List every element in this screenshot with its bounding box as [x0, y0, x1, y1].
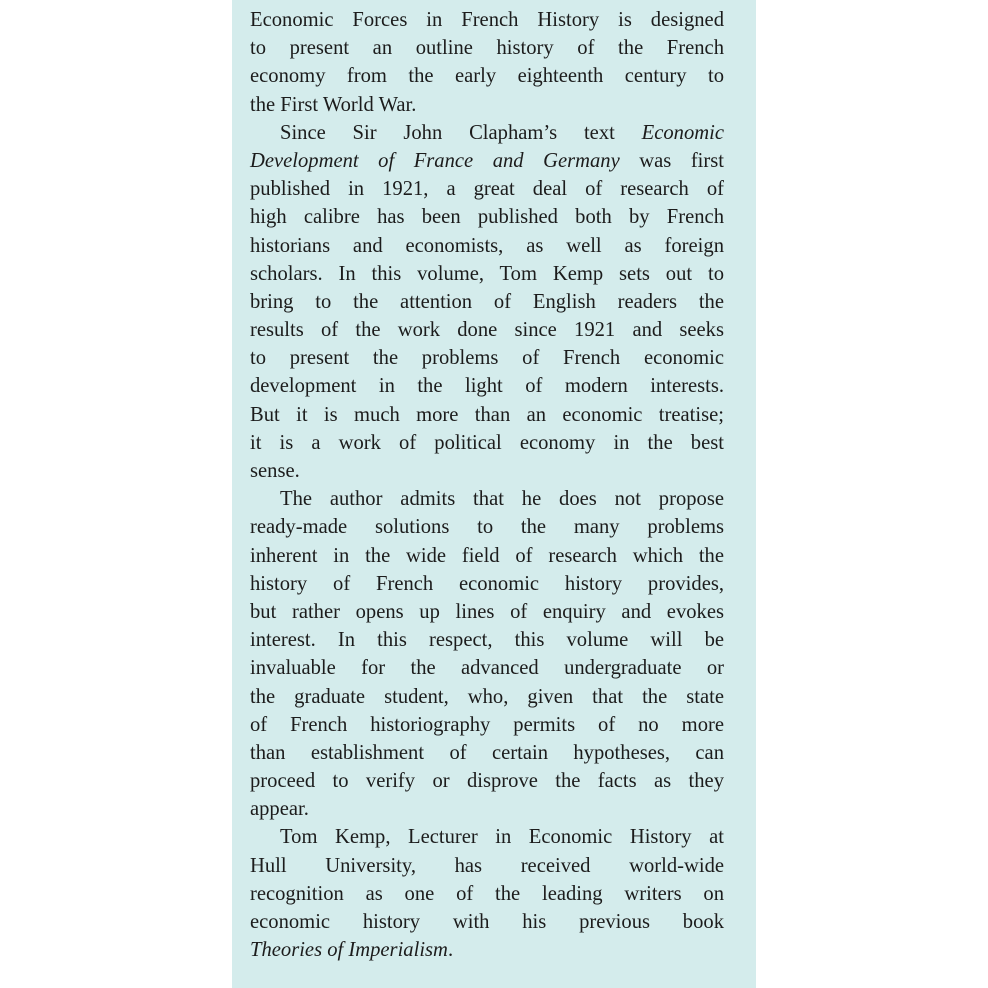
text-line: inherent in the wide field of research which the	[250, 544, 724, 567]
text-line: appear.	[250, 798, 309, 821]
text-line: Economic Forces in French History is designed	[250, 9, 724, 31]
text-line: but rather opens up lines of enquiry and evokes	[250, 600, 724, 623]
text-line: development in the light of modern interests.	[250, 375, 724, 398]
text-line: The author admits that he does not propose	[280, 488, 724, 511]
text-line: of French historiography permits of no more	[250, 713, 724, 736]
text-line: it is a work of political economy in the best	[250, 431, 724, 454]
book-jacket-flap	[232, 0, 756, 988]
text-line: history of French economic history provides,	[250, 572, 724, 595]
text-line: But it is much more than an economic treatise;	[250, 403, 724, 426]
paragraph-author-bio	[250, 823, 724, 964]
text-line: the First World War.	[250, 93, 417, 116]
text-line: the graduate student, who, given that the state	[250, 685, 724, 708]
text-line: to present an outline history of the French	[250, 37, 724, 60]
text-line: recognition as one of the leading writers on	[250, 882, 724, 905]
text-line-italic: Theories of Imperialism.	[250, 939, 454, 962]
text-line: high calibre has been published both by French	[250, 206, 724, 229]
blurb-text	[250, 6, 724, 964]
text-line-with-italic: Development of France and Germany was first	[250, 149, 724, 172]
text-line: economy from the early eighteenth century to	[250, 65, 724, 88]
paragraph-intro	[250, 6, 724, 119]
paragraph-author-approach	[250, 485, 724, 823]
text-line: to present the problems of French economic	[250, 347, 724, 370]
text-line: historians and economists, as well as foreign	[250, 234, 724, 257]
paragraph-context	[250, 119, 724, 485]
text-line: economic history with his previous book	[250, 911, 724, 933]
text-line: scholars. In this volume, Tom Kemp sets out to	[250, 262, 724, 285]
text-line: than establishment of certain hypotheses, can	[250, 741, 724, 764]
text-line: interest. In this respect, this volume will be	[250, 629, 724, 652]
text-line: sense.	[250, 460, 300, 482]
text-line-with-italic: Since Sir John Clapham’s text Economic	[280, 121, 724, 144]
text-line: Hull University, has received world-wide	[250, 854, 724, 877]
text-line: ready-made solutions to the many problems	[250, 516, 724, 539]
text-line: results of the work done since 1921 and seeks	[250, 319, 724, 342]
text-line: published in 1921, a great deal of research of	[250, 178, 724, 201]
text-line: bring to the attention of English readers the	[250, 290, 724, 313]
text-line: Tom Kemp, Lecturer in Economic History at	[280, 826, 724, 849]
text-line: invaluable for the advanced undergraduate or	[250, 657, 724, 680]
text-line: proceed to verify or disprove the facts as they	[250, 770, 724, 793]
